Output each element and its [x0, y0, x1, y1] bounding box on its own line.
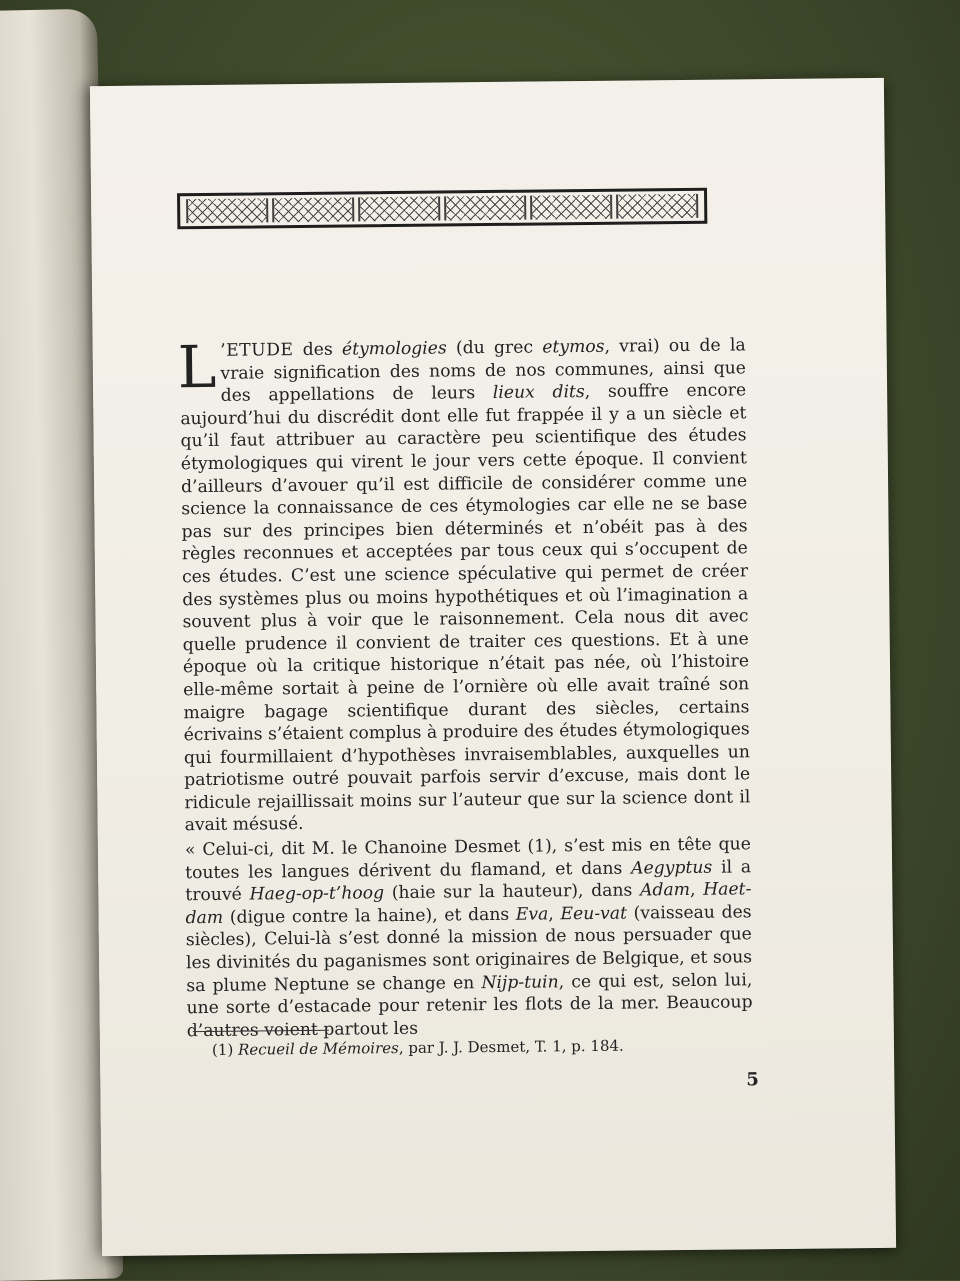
- p2-segment: Nijp-tuin: [481, 971, 559, 993]
- p2-segment: ,: [548, 904, 561, 925]
- footnote-title: Recueil de Mémoires: [237, 1039, 399, 1059]
- p1-segment: , vrai) ou de la vraie signification des noms de nos communes, ainsi que des appellations de leurs: [220, 335, 746, 407]
- p1-segment: , souffre encore aujourd’hui du discrédit dont elle fut frappée il y a un siècle et qu’il faut attribuer au caractère peu scientifique des études étymologiques qui virent le jour vers cette époque. Il convient d’ailleurs d’avouer qu’il est difficile de considérer comme une science la connaissance de ces étymologies car elle ne se base pas sur des principes bien déterminés et n’obéit pas à des règles reconnues et acceptées par tous ceux qui s’occupent de ces études. C’est une science spéculative qui permet de créer des systèmes plus ou moins hypothétiques et où l’imagination a souvent plus à voir que le raisonnement. Cela nous dit avec quelle prudence il convient de traiter ces questions. Et à une époque où la critique historique n’était pas née, où l’histoire elle-même sortait à peine de l’ornière où elle avait traîné son maigre bagage scientifique durant des siècles, certains écrivains s’étaient complus à produire des études étymologiques qui fourmillaient d’hypothèses invraisemblables, auxquelles un patriotisme outré pouvait parfois servir d’excuse, mais dont le ridicule rejaillissait moins sur l’auteur que sur la science dont il avait mésusé.: [180, 380, 751, 836]
- p2-segment: Eva: [515, 904, 549, 925]
- p2-segment: il a trouvé: [185, 856, 752, 906]
- paragraph-2: [185, 833, 753, 1042]
- p2-segment: , ce qui est, selon lui, une sorte d’estacade pour retenir les flots de la mer. Beaucoup d’autres voient partout les: [186, 969, 753, 1042]
- paragraph-1: [177, 332, 751, 837]
- paragraph-2-text: [185, 834, 753, 1041]
- ornament-cell: [530, 195, 612, 220]
- ornament-cell: [616, 194, 698, 219]
- ornament-cell: [186, 198, 268, 223]
- p2-segment: Haeg-op-t’hoog: [249, 883, 385, 905]
- p2-segment: Haet-dam: [185, 879, 752, 929]
- p1-segment: étymologies: [341, 338, 447, 360]
- p2-segment: (vaisseau des siècles), Celui-là s’est donné la mission de nous persuader que les divinités du paganismes sont originaires de Belgique, et sous sa plume Neptune se change en: [185, 902, 753, 996]
- p2-segment: (digue contre la haine), et dans: [223, 904, 516, 928]
- drop-cap: L: [177, 332, 217, 402]
- book-page: [90, 78, 896, 1256]
- decorative-header-ornament: [177, 188, 707, 230]
- ornament-cell: [358, 197, 440, 222]
- p2-segment: Eeu-vat: [560, 903, 628, 925]
- p1-segment: lieux dits: [492, 382, 585, 404]
- p2-segment: Adam: [639, 880, 691, 901]
- p1-segment: etymos: [542, 336, 605, 358]
- ornament-cell: [444, 196, 526, 221]
- footnote: [212, 1036, 712, 1059]
- page-number: 5: [746, 1069, 759, 1091]
- paragraph-1-text: [177, 332, 751, 836]
- p2-segment: ,: [689, 880, 704, 901]
- footnote-number: (1): [211, 1040, 234, 1059]
- footnote-rest: , par J. J. Desmet, T. 1, p. 184.: [398, 1036, 624, 1058]
- ornament-cell: [272, 197, 354, 222]
- p2-segment: Aegyptus: [631, 857, 713, 879]
- p2-segment: « Celui-ci, dit M. le Chanoine Desmet (1), s’est mis en tête que toutes les langues dérivent du flamand, et dans: [184, 834, 751, 883]
- p1-segment: (du grec: [446, 337, 543, 359]
- lead-word: ’ETUDE: [220, 340, 294, 361]
- p2-segment: (haie sur la hauteur), dans: [383, 880, 641, 904]
- body-text: [177, 332, 753, 1042]
- p1-segment: des: [293, 339, 343, 361]
